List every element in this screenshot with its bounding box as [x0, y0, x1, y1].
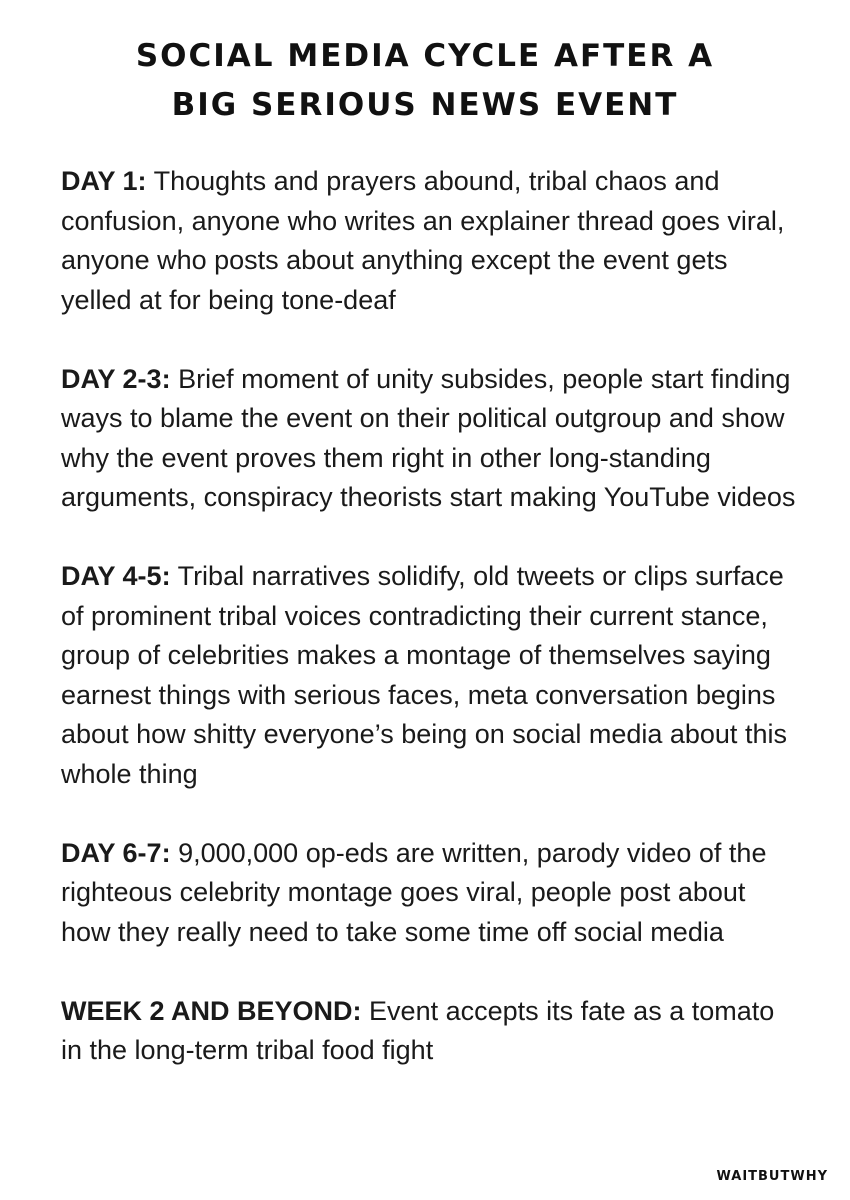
timeline-list: [61, 162, 796, 1110]
entry-text: Event accepts its fate as a tomato in the long-term tribal food fight: [61, 995, 775, 1065]
entry-text: Brief moment of unity subsides, people start finding ways to blame the event on their political outgroup and show why the event proves them right in other long-standing arguments, conspiracy theorists start making YouTube videos: [61, 363, 796, 512]
title-line-1: SOCIAL MEDIA CYCLE AFTER A: [135, 38, 715, 74]
entry-label: WEEK 2 AND BEYOND:: [61, 995, 362, 1026]
brand-logo: WAITBUTWHY: [716, 1169, 828, 1184]
timeline-entry-week-2: [61, 992, 796, 1071]
entry-label: DAY 2-3:: [61, 363, 171, 394]
entry-text: 9,000,000 op-eds are written, parody video of the righteous celebrity montage goes viral, people post about how they really need to take some time off social media: [61, 837, 767, 947]
page-title: [0, 32, 850, 130]
timeline-entry-day-4-5: [61, 557, 796, 794]
timeline-entry-day-1: [61, 162, 796, 320]
entry-text: Thoughts and prayers abound, tribal chaos and confusion, anyone who writes an explainer thread goes viral, anyone who posts about anything except the event gets yelled at for being tone-deaf: [61, 166, 785, 315]
timeline-entry-day-6-7: [61, 834, 796, 953]
title-line-2: BIG SERIOUS NEWS EVENT: [171, 87, 679, 123]
entry-label: DAY 1:: [61, 166, 147, 196]
entry-label: DAY 4-5:: [61, 561, 171, 591]
timeline-entry-day-2-3: [61, 360, 796, 518]
entry-text: Tribal narratives solidify, old tweets or clips surface of prominent tribal voices contradicting their current stance, group of celebrities makes a montage of themselves saying earnest things with serious faces, meta conversation begins about how shitty everyone’s being on social media about this whole thing: [61, 561, 787, 789]
entry-label: DAY 6-7:: [61, 837, 171, 868]
